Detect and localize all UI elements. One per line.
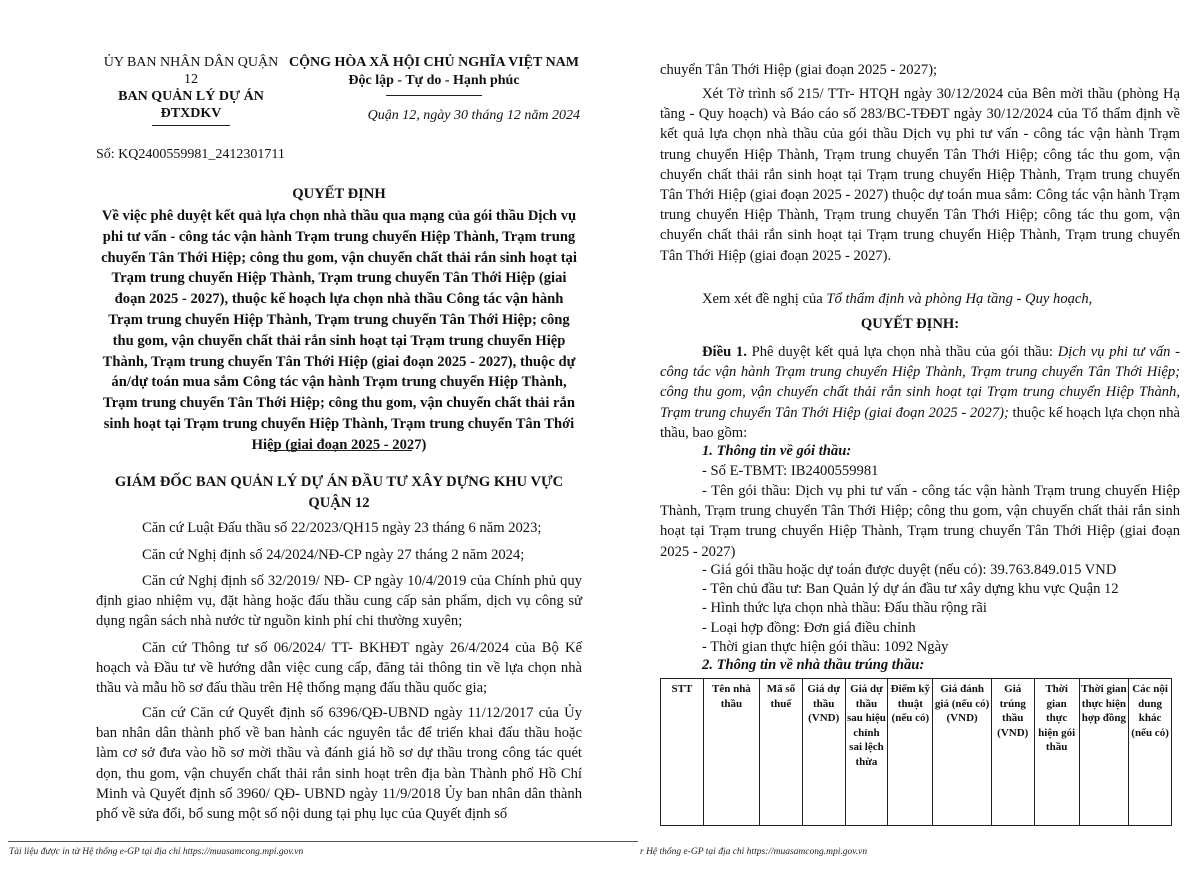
- print-source-footer-right: r Hệ thống e-GP tại địa chỉ https://muasamcong.mpi.gov.vn: [640, 847, 868, 857]
- issue-date: Quận 12, ngày 30 tháng 12 năm 2024: [367, 108, 580, 123]
- header-left-divider: [152, 125, 230, 126]
- decision-heading: QUYẾT ĐỊNH:: [860, 316, 960, 332]
- contract-type: - Loại hợp đồng: Đơn giá điều chỉnh: [702, 620, 916, 636]
- board-name-line2: ĐTXDKV: [160, 106, 222, 121]
- board-name-line1: BAN QUẢN LÝ DỰ ÁN: [118, 89, 264, 104]
- legal-basis-2: Căn cứ Nghị định số 24/2024/NĐ-CP ngày 27 tháng 2 năm 2024;: [142, 547, 525, 563]
- package-name: - Tên gói thầu: Dịch vụ phi tư vấn - công tác vận hành Trạm trung chuyển Hiệp Thành, Trạm trung chuyển Tân Thới Hiệp; công thu gom, vận chuyển chất thải rắn sinh hoạt tại Trạm trung chuyển Hiệp Thành, Trạm trung chuyển Tân Thới Hiệp (giai đoạn 2025 - 2027): [660, 483, 1180, 560]
- article-text: Phê duyệt kết quả lựa chọn nhà thầu của gói thầu:: [746, 344, 1058, 360]
- implementation-duration: - Thời gian thực hiện gói thầu: 1092 Ngày: [702, 639, 949, 655]
- proposal-line: [660, 289, 1180, 309]
- col-header-contract-duration: Thời gian thực hiện hợp đồng: [1079, 679, 1129, 826]
- org-name-line1: ỦY BAN NHÂN DÂN QUẬN: [103, 55, 279, 70]
- proposal-prefix: Xem xét đề nghị của: [702, 291, 827, 307]
- motto-divider: [386, 95, 482, 96]
- selection-method: - Hình thức lựa chọn nhà thầu: Đấu thầu rộng rãi: [702, 600, 987, 616]
- col-header-technical-score: Điểm kỹ thuật (nếu có): [888, 679, 933, 826]
- decision-title: QUYẾT ĐỊNH: [292, 186, 386, 202]
- footer-divider-left: [8, 841, 638, 842]
- national-motto: Độc lập - Tự do - Hạnh phúc: [348, 73, 520, 88]
- document-page-right: [640, 0, 1200, 894]
- subject-divider: [268, 450, 412, 451]
- legal-basis-1: Căn cứ Luật Đấu thầu số 22/2023/QH15 ngày 23 tháng 6 năm 2023;: [142, 520, 542, 536]
- issuing-authority: [96, 54, 286, 126]
- package-id: - Số E-TBMT: IB2400559981: [702, 463, 879, 479]
- col-header-tax-code: Mã số thuế: [760, 679, 803, 826]
- document-number: Số: KQ2400559981_2412301711: [96, 147, 285, 162]
- proposal-body: Tổ thẩm định và phòng Hạ tầng - Quy hoạch,: [826, 291, 1093, 307]
- investor: - Tên chủ đầu tư: Ban Quản lý dự án đầu tư xây dựng khu vực Quận 12: [702, 581, 1119, 597]
- basis-continuation: chuyển Tân Thới Hiệp (giai đoạn 2025 - 2027);: [660, 62, 938, 78]
- article-1: [660, 342, 1180, 443]
- consideration-paragraph: Xét Tờ trình số 215/ TTr- HTQH ngày 30/12/2024 của Bên mời thầu (phòng Hạ tầng - Quy hoạch) và Báo cáo số 283/BC-TĐĐT ngày 30/12/2024 của Tổ thẩm định về kết quả lựa chọn nhà thầu của gói thầu Dịch vụ phi tư vấn - công tác vận hành Trạm trung chuyển Hiệp Thành, Trạm trung chuyển Tân Thới Hiệp; công tác thu gom, vận chuyển chất thải rắn sinh hoạt tại Trạm trung chuyển Hiệp Thành, Trạm trung chuyển Tân Thới Hiệp (giai đoạn 2025 - 2027) thuộc dự toán mua sắm: Công tác vận hành Trạm trung chuyển Hiệp Thành, Trạm trung chuyển Tân Thới Hiệp; công tác thu gom, vận chuyển chất thải rắn sinh hoạt tại Trạm trung chuyển Hiệp Thành, Trạm trung chuyển Tân Thới Hiệp (giai đoạn 2025 - 2027).: [660, 86, 1180, 264]
- legal-basis-4: Căn cứ Thông tư số 06/2024/ TT- BKHĐT ngày 26/4/2024 của Bộ Kế hoạch và Đầu tư về hướng dẫn việc cung cấp, đăng tải thông tin về lựa chọn nhà thầu và mẫu hồ sơ đấu thầu trên Hệ thống mạng đấu thầu quốc gia;: [96, 640, 582, 697]
- national-header: [286, 54, 582, 96]
- org-name-line2: 12: [184, 72, 198, 87]
- package-price: - Giá gói thầu hoặc dự toán được duyệt (nếu có): 39.763.849.015 VND: [702, 562, 1117, 578]
- article-tail: thuộc kế hoạch lựa chọn nhà thầu, bao gồm:: [660, 404, 1180, 441]
- print-source-footer-left: Tài liệu được in từ Hệ thống e-GP tại địa chỉ https://muasamcong.mpi.gov.vn: [9, 847, 304, 857]
- nation-title: CỘNG HÒA XÃ HỘI CHỦ NGHĨA VIỆT NAM: [288, 55, 579, 70]
- col-header-bid-price: Giá dự thầu (VND): [802, 679, 845, 826]
- section-winner-heading: 2. Thông tin về nhà thầu trúng thầu:: [702, 657, 925, 673]
- col-header-stt: STT: [661, 679, 704, 826]
- table-header-row: [661, 679, 1172, 826]
- decision-subject: Về việc phê duyệt kết quả lựa chọn nhà thầu qua mạng của gói thầu Dịch vụ phi tư vấn - công tác vận hành Trạm trung chuyển Hiệp Thành, Trạm trung chuyển Tân Thới Hiệp; công thu gom, vận chuyển chất thải rắn sinh hoạt tại Trạm trung chuyển Hiệp Thành, Trạm trung chuyển Tân Thới Hiệp (giai đoạn 2025 - 2027), thuộc kế hoạch lựa chọn nhà thầu Công tác vận hành Trạm trung chuyển Hiệp Thành, Trạm trung chuyển Tân Thới Hiệp; công thu gom, vận chuyển chất thải rắn sinh hoạt tại Trạm trung chuyển Hiệp Thành, Trạm trung chuyển Tân Thới Hiệp (giai đoạn 2025 - 2027), thuộc dự án/dự toán mua sắm Công tác vận hành Trạm trung chuyển Hiệp Thành, Trạm trung chuyển Tân Thới Hiệp; công thu gom, vận chuyển chất thải rắn sinh hoạt tại Trạm trung chuyển Hiệp Thành, Trạm trung chuyển Tân Thới Hiệp (giai đoạn 2025 - 2027): [101, 208, 577, 453]
- col-header-winning-price: Giá trúng thầu (VND): [991, 679, 1034, 826]
- issuer-title: GIÁM ĐỐC BAN QUẢN LÝ DỰ ÁN ĐẦU TƯ XÂY DỰNG KHU VỰC QUẬN 12: [114, 474, 564, 511]
- legal-basis-3: Căn cứ Nghị định số 32/2019/ NĐ- CP ngày 10/4/2019 của Chính phủ quy định giao nhiệm vụ, đặt hàng hoặc đấu thầu cung cấp sản phẩm, dịch vụ công sử dụng ngân sách nhà nước từ nguồn kinh phí chi thường xuyên;: [96, 573, 582, 630]
- col-header-evaluated-price: Giá đánh giá (nếu có) (VND): [933, 679, 992, 826]
- col-header-contractor-name: Tên nhà thầu: [703, 679, 759, 826]
- winning-contractor-table: [660, 678, 1172, 826]
- col-header-package-duration: Thời gian thực hiện gói thầu: [1034, 679, 1079, 826]
- col-header-other-content: Các nội dung khác (nếu có): [1129, 679, 1172, 826]
- article-package-name: Dịch vụ phi tư vấn - công tác vận hành Trạm trung chuyển Hiệp Thành, Trạm trung chuyển Tân Thới Hiệp; công thu gom, vận chuyển chất thải rắn sinh hoạt tại Trạm trung chuyển Hiệp Thành, Trạm trung chuyển Tân Thới Hiệp (giai đoạn 2025 - 2027);: [660, 344, 1180, 421]
- col-header-corrected-price: Giá dự thầu sau hiệu chỉnh sai lệch thừa: [845, 679, 888, 826]
- article-label: Điều 1.: [702, 344, 747, 360]
- legal-basis-5: Căn cứ Căn cứ Quyết định số 6396/QĐ-UBND ngày 11/12/2017 của Ủy ban nhân dân thành phố về ban hành các nguyên tắc để triển khai đấu thầu hoặc làm cơ sở đưa vào hồ sơ mời thầu và đánh giá hồ sơ dự thầu trong công tác quét dọn, thu gom, vận chuyển chất thải rắn sinh hoạt trên địa bàn Thành phố Hồ Chí Minh và Quyết định số 3960/ QĐ- UBND ngày 11/9/2018 Ủy ban nhân dân thành phố về sửa đổi, bổ sung một số nội dung tại phụ lục của Quyết định số: [96, 705, 582, 823]
- section-package-info-heading: 1. Thông tin về gói thầu:: [702, 443, 852, 459]
